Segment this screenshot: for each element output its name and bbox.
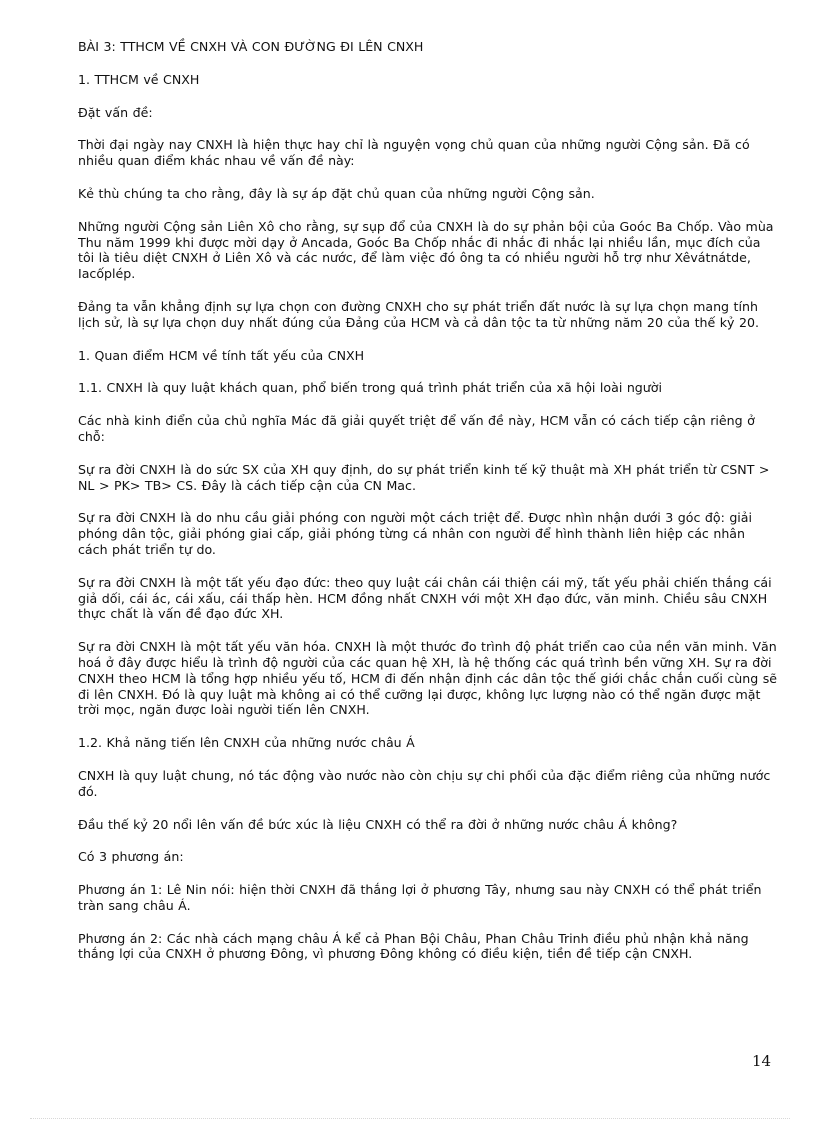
subsection-heading: 1.2. Khả năng tiến lên CNXH của những nước châu Á — [78, 735, 415, 751]
paragraph: Sự ra đời CNXH là do sức SX của XH quy định, do sự phát triển kinh tế kỹ thuật mà XH phát triển từ CSNT > NL > PK> TB> CS. Đây là cách tiếp cận của CN Mac. — [78, 461, 770, 493]
paragraph: Có 3 phương án: — [78, 849, 184, 865]
paragraph: Các nhà kinh điển của chủ nghĩa Mác đã giải quyết triệt để vấn đề này, HCM vẫn có cách tiếp cận riêng ở chỗ: — [78, 413, 755, 444]
document-body — [78, 39, 778, 979]
paragraph: Đảng ta vẫn khẳng định sự lựa chọn con đường CNXH cho sự phát triển đất nước là sự lựa chọn mang tính lịch sử, là sự lựa chọn duy nhất đúng của Đảng của HCM và cả dân tộc ta từ những năm 20 của thế kỷ 20. — [78, 298, 760, 330]
page-bottom-divider — [30, 1118, 790, 1119]
paragraph: Thời đại ngày nay CNXH là hiện thực hay chỉ là nguyện vọng chủ quan của những người Cộng sản. Đã có nhiều quan điểm khác nhau về vấn đề này: — [78, 137, 750, 169]
page-number: 14 — [752, 1052, 772, 1070]
paragraph: Sự ra đời CNXH là một tất yếu đạo đức: theo quy luật cái chân cái thiện cái mỹ, tất yếu phải chiến thắng cái giả dối, cái ác, cái xấu, cái thấp hèn. HCM đồng nhất CNXH với một XH đạo đức, văn minh. Chiều sâu CNXH thực chất là vấn đề đạo đức XH. — [78, 574, 772, 622]
document-title: BÀI 3: TTHCM VỀ CNXH VÀ CON ĐƯỜNG ĐI LÊN CNXH — [78, 39, 424, 54]
paragraph: Sự ra đời CNXH là do nhu cầu giải phóng con người một cách triệt để. Được nhìn nhận dưới 3 góc độ: giải phóng dân tộc, giải phóng giai cấp, giải phóng từng cá nhân con người để hình thành liên hiệp các nhân cách phát triển tự do. — [78, 510, 753, 557]
paragraph: Phương án 1: Lê Nin nói: hiện thời CNXH đã thắng lợi ở phương Tây, nhưng sau này CNXH có thể phát triển tràn sang châu Á. — [78, 882, 762, 913]
subheading: Đặt vấn đề: — [78, 104, 153, 120]
paragraph: Sự ra đời CNXH là một tất yếu văn hóa. CNXH là một thước đo trình độ phát triển cao của nền văn minh. Văn hoá ở đây được hiểu là trình độ người của các quan hệ XH, là hệ thống các quá trình bền vững XH. Sự ra đời CNXH theo HCM là tổng hợp nhiều yếu tố, HCM đi đến nhận định các dân tộc thế giới chắc chắn cuối cùng sẽ đi lên CNXH. Đó là quy luật mà không ai có thể cưỡng lại được, không lực lượng nào có thể ngăn được mặt trời mọc, ngăn được loài người tiến lên CNXH. — [78, 639, 778, 718]
section-heading: 1. Quan điểm HCM về tính tất yếu của CNXH — [78, 347, 365, 363]
subsection-heading: 1.1. CNXH là quy luật khách quan, phổ biến trong quá trình phát triển của xã hội loài người — [78, 380, 662, 396]
paragraph: Những người Cộng sản Liên Xô cho rằng, sự sụp đổ của CNXH là do sự phản bội của Goóc Ba Chốp. Vào mùa Thu năm 1999 khi được mời dạy ở Ancada, Goóc Ba Chốp nhắc đi nhắc đi nhắc lại nhiều lần, mục đích của tôi là tiêu diệt CNXH ở Liên Xô và các nước, để làm việc đó ông ta có nhiều người hỗ trợ như Xêvátnátde, Iacốplép. — [78, 218, 774, 282]
section-heading: 1. TTHCM về CNXH — [78, 71, 200, 87]
paragraph: Kẻ thù chúng ta cho rằng, đây là sự áp đặt chủ quan của những người Cộng sản. — [78, 185, 595, 201]
paragraph: CNXH là quy luật chung, nó tác động vào nước nào còn chịu sự chi phối của đặc điểm riêng của những nước đó. — [78, 767, 771, 799]
paragraph: Đầu thế kỷ 20 nổi lên vấn đề bức xúc là liệu CNXH có thể ra đời ở những nước châu Á không? — [78, 816, 678, 832]
paragraph: Phương án 2: Các nhà cách mạng châu Á kể cả Phan Bội Châu, Phan Châu Trinh điều phủ nhận khả năng thắng lợi của CNXH ở phương Đông, vì phương Đông không có điều kiện, tiền đề tiếp cận CNXH. — [78, 930, 749, 962]
